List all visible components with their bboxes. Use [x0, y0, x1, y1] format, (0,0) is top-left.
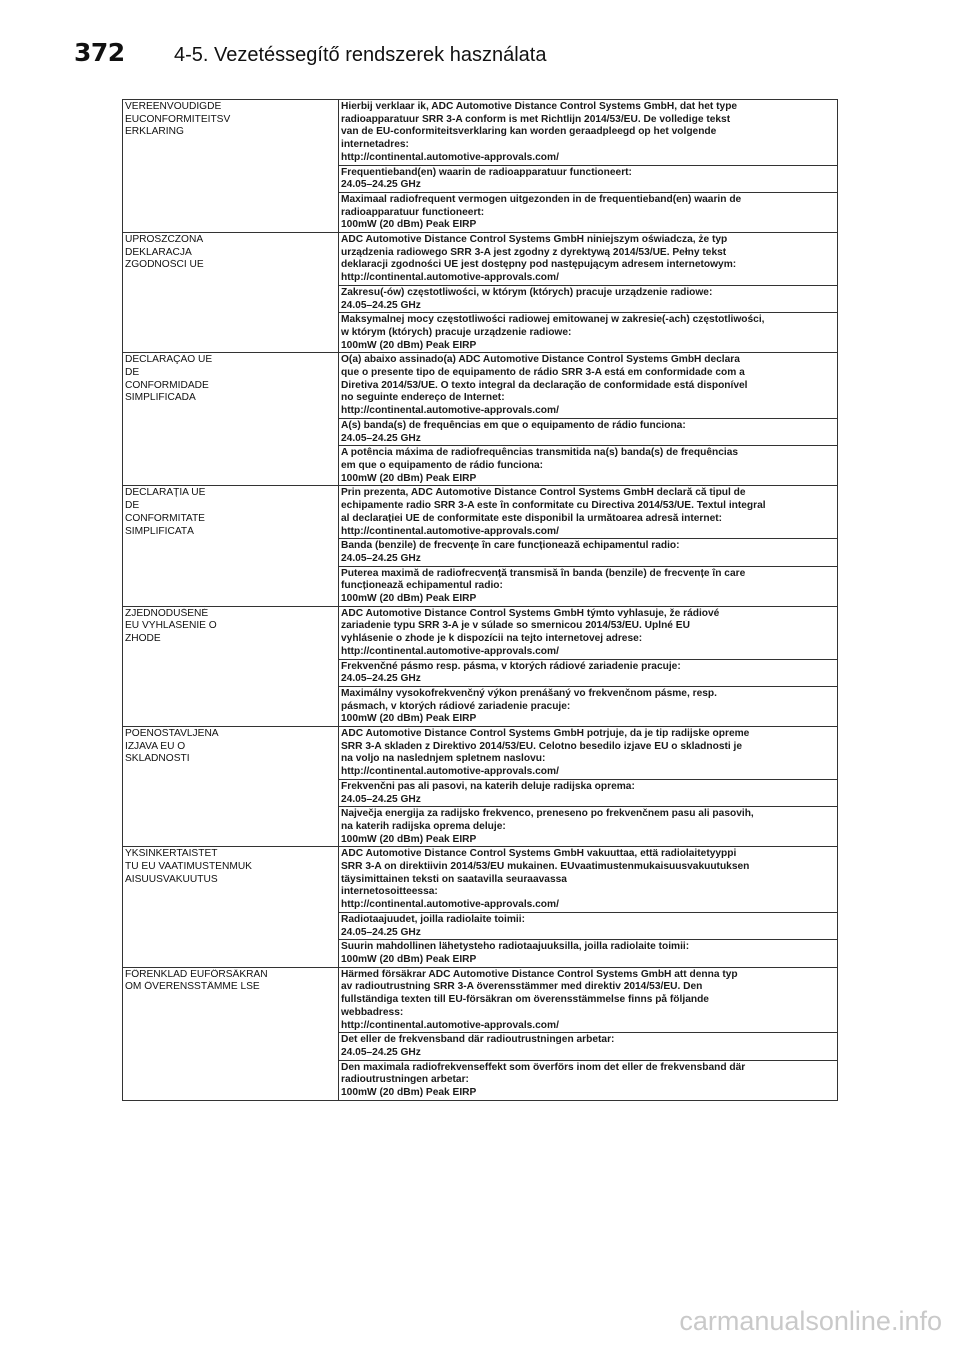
language-label-line: ERKLARING — [125, 126, 184, 138]
language-label-line: SIMPLIFICADA — [125, 392, 196, 404]
language-label-line: CONFORMIDADE — [125, 379, 209, 391]
declarations-table-body — [123, 100, 838, 1101]
declaration-text-line: http://continental.automotive-approvals.com/ — [341, 151, 559, 163]
declaration-text-line: Zakresu(-ów) częstotliwości, w którym (których) pracuje urządzenie radiowe: — [341, 286, 713, 298]
language-label-line: SKLADNOSTI — [125, 753, 190, 765]
declaration-text-line: ADC Automotive Distance Control Systems GmbH niniejszym oświadcza, że typ — [341, 234, 728, 246]
declaration-text-line: funcționează echipamentul radio: — [341, 580, 503, 592]
declaration-text-line: 24.05–24.25 GHz — [341, 299, 421, 311]
declaration-text-line: zariadenie typu SRR 3-A je v súlade so smernicou 2014/53/EÚ. Úplné EÚ — [341, 620, 690, 632]
declaration-text-line: radioapparatuur SRR 3-A conform is met Richtlijn 2014/53/EU. De volledige tekst — [341, 113, 731, 125]
declaration-text-cell — [339, 847, 838, 913]
language-label-line: TU EU VAATIMUSTENMUK — [125, 861, 252, 873]
language-label-line: EU VYHLÁSENIE O — [125, 620, 217, 632]
frequency-band-cell — [339, 912, 838, 939]
declaration-text-line: Härmed försäkrar ADC Automotive Distance Control Systems GmbH att denna typ — [341, 968, 738, 980]
declaration-text-line: w którym (których) pracuje urządzenie radiowe: — [341, 326, 572, 338]
declaration-text-line: ADC Automotive Distance Control Systems GmbH vakuuttaa, että radiolaitetyyppi — [341, 848, 737, 860]
language-label-line: DECLARAȚIA UE — [125, 487, 206, 499]
declaration-text-cell — [339, 100, 838, 166]
declaration-text-line: O(a) abaixo assinado(a) ADC Automotive Distance Control Systems GmbH declara — [341, 354, 740, 366]
declaration-text-line: 100mW (20 dBm) Peak EIRP — [341, 1087, 477, 1099]
declaration-text-line: Den maximala radiofrekvenseffekt som överförs inom det eller de frekvensband där — [341, 1061, 746, 1073]
declaration-text-line: na voljo na naslednjem spletnem naslovu: — [341, 753, 546, 765]
declaration-text-line: Banda (benzile) de frecvențe în care funcționează echipamentul radio: — [341, 540, 680, 552]
frequency-band-cell — [339, 418, 838, 445]
language-label-cell — [123, 100, 339, 233]
declaration-text-line: Suurin mahdollinen lähetysteho radiotaajuuksilla, joilla radiolaite toimii: — [341, 941, 690, 953]
declaration-text-line: Diretiva 2014/53/UE. O texto integral da declaração de conformidade está disponível — [341, 379, 748, 391]
page-header — [74, 38, 546, 67]
max-power-cell — [339, 686, 838, 726]
declaration-text-line: 24.05–24.25 GHz — [341, 793, 421, 805]
page-number: 372 — [74, 38, 125, 67]
declaration-text-line: 24.05–24.25 GHz — [341, 552, 421, 564]
declaration-text-line: radioapparatuur functioneert: — [341, 206, 485, 218]
language-label-cell — [123, 847, 339, 967]
max-power-cell — [339, 807, 838, 847]
declaration-text-line: Hierbij verklaar ik, ADC Automotive Distance Control Systems GmbH, dat het type — [341, 101, 738, 112]
declaration-text-line: http://continental.automotive-approvals.com/ — [341, 766, 559, 778]
frequency-band-cell — [339, 779, 838, 806]
declaration-text-line: http://continental.automotive-approvals.com/ — [341, 899, 559, 911]
declaration-text-line: av radioutrustning SRR 3-A överensstämmer med direktiv 2014/53/EU. Den — [341, 981, 703, 993]
declaration-text-line: A(s) banda(s) de frequências em que o equipamento de rádio funciona: — [341, 419, 686, 431]
declaration-text-line: Frekvenčni pas ali pasovi, na katerih deluje radijska oprema: — [341, 780, 635, 792]
declaration-text-line: http://continental.automotive-approvals.com/ — [341, 272, 559, 284]
table-row — [123, 100, 838, 166]
declaration-text-line: Puterea maximă de radiofrecvență transmisă în banda (benzile) de frecvențe în care — [341, 567, 746, 579]
declaration-text-line: Največja energija za radijsko frekvenco, preneseno po frekvenčnem pasu ali pasovih, — [341, 808, 754, 820]
declaration-text-line: täysimittainen teksti on saatavilla seuraavassa — [341, 873, 567, 885]
declaration-text-line: no seguinte endereço de Internet: — [341, 392, 505, 404]
declaration-text-cell — [339, 353, 838, 419]
table-row — [123, 486, 838, 539]
declaration-text-cell — [339, 233, 838, 286]
declaration-text-line: 100mW (20 dBm) Peak EIRP — [341, 713, 477, 725]
declaration-text-line: van de EU-conformiteitsverklaring kan worden geraadpleegd op het volgende — [341, 126, 717, 138]
declaration-text-line: Prin prezenta, ADC Automotive Distance Control Systems GmbH declară că tipul de — [341, 487, 746, 499]
declaration-text-line: fullständiga texten till EU-försäkran om överensstämmelse finns på följande — [341, 994, 709, 1006]
declaration-text-line: Det eller de frekvensband där radioutrustningen arbetar: — [341, 1034, 615, 1046]
max-power-cell — [339, 192, 838, 232]
declaration-text-line: 100mW (20 dBm) Peak EIRP — [341, 219, 477, 231]
declaration-text-line: em que o equipamento de rádio funciona: — [341, 459, 544, 471]
declaration-text-cell — [339, 486, 838, 539]
chapter-title: 4-5. Vezetéssegítő rendszerek használata — [174, 44, 547, 66]
table-row — [123, 967, 838, 1033]
declaration-text-cell — [339, 727, 838, 780]
declaration-text-line: vyhlásenie o zhode je k dispozícii na tejto internetovej adrese: — [341, 633, 643, 645]
table-row — [123, 606, 838, 659]
declaration-text-line: Maximálny vysokofrekvenčný výkon prenášaný vo frekvenčnom pásme, resp. — [341, 687, 717, 699]
language-label-line: EUCONFORMITEITSV — [125, 113, 231, 125]
declaration-text-line: 24.05–24.25 GHz — [341, 926, 421, 938]
declaration-text-line: Radiotaajuudet, joilla radiolaite toimii: — [341, 913, 525, 925]
declaration-text-line: 24.05–24.25 GHz — [341, 1046, 421, 1058]
declaration-text-line: http://continental.automotive-approvals.com/ — [341, 1019, 559, 1031]
language-label-line: SIMPLIFICATĂ — [125, 525, 194, 537]
declaration-text-line: webbadress: — [341, 1006, 404, 1018]
declaration-text-line: 24.05–24.25 GHz — [341, 673, 421, 685]
declaration-text-line: 100mW (20 dBm) Peak EIRP — [341, 339, 477, 351]
declaration-text-line: Frequentieband(en) waarin de radioapparatuur functioneert: — [341, 166, 632, 178]
declaration-text-line: http://continental.automotive-approvals.com/ — [341, 525, 559, 537]
table-row — [123, 233, 838, 286]
declaration-text-line: SRR 3-A on direktiivin 2014/53/EU mukainen. EUvaatimustenmukaisuusvakuutuksen — [341, 861, 750, 873]
declaration-text-line: urządzenia radiowego SRR 3-A jest zgodny z dyrektywą 2014/53/UE. Pełny tekst — [341, 246, 727, 258]
declaration-text-line: na katerih radijska oprema deluje: — [341, 820, 506, 832]
declaration-text-line: SRR 3-A skladen z Direktivo 2014/53/EU. Celotno besedilo izjave EU o skladnosti je — [341, 740, 743, 752]
declarations-table — [122, 99, 838, 1101]
declaration-text-line: deklaracji zgodności UE jest dostępny pod następującym adresem internetowym: — [341, 259, 737, 271]
language-label-line: POENOSTAVLJENA — [125, 728, 219, 740]
language-label-line: CONFORMITATE — [125, 512, 205, 524]
max-power-cell — [339, 313, 838, 353]
declaration-text-line: 24.05–24.25 GHz — [341, 432, 421, 444]
language-label-line: DE — [125, 500, 140, 512]
max-power-cell — [339, 1060, 838, 1100]
declaration-text-line: 100mW (20 dBm) Peak EIRP — [341, 472, 477, 484]
frequency-band-cell — [339, 659, 838, 686]
language-label-line: OM ÖVERENSSTÄMME LSE — [125, 981, 260, 993]
declaration-text-line: 100mW (20 dBm) Peak EIRP — [341, 833, 477, 845]
declaration-text-line: http://continental.automotive-approvals.com/ — [341, 645, 559, 657]
watermark: carmanualsonline.info — [679, 1306, 942, 1336]
declaration-text-line: echipamente radio SRR 3-A este în conformitate cu Directiva 2014/53/UE. Textul integral — [341, 500, 766, 512]
language-label-line: ZJEDNODUŠENÉ — [125, 607, 209, 619]
language-label-line: ZHODE — [125, 633, 161, 645]
table-row — [123, 353, 838, 419]
language-label-cell — [123, 967, 339, 1100]
language-label-line: YKSINKERTAISTET — [125, 848, 218, 860]
max-power-cell — [339, 566, 838, 606]
frequency-band-cell — [339, 539, 838, 566]
declaration-text-line: internetosoitteessa: — [341, 886, 438, 898]
declaration-text-line: A potência máxima de radiofrequências transmitida na(s) banda(s) de frequências — [341, 447, 739, 459]
declaration-text-line: Frekvenčné pásmo resp. pásma, v ktorých rádiové zariadenie pracuje: — [341, 660, 681, 672]
language-label-line: UPROSZCZONA — [125, 234, 204, 246]
declaration-text-line: internetadres: — [341, 139, 409, 151]
declaration-text-line: ADC Automotive Distance Control Systems GmbH potrjuje, da je tip radijske opreme — [341, 728, 750, 740]
declaration-text-line: ADC Automotive Distance Control Systems GmbH týmto vyhlasuje, že rádiové — [341, 607, 720, 619]
language-label-line: ZGODNOŚCI UE — [125, 259, 204, 271]
declaration-text-line: Maksymalnej mocy częstotliwości radiowej emitowanej w zakresie(-ach) częstotliwości, — [341, 314, 765, 326]
table-row — [123, 847, 838, 913]
declaration-text-line: que o presente tipo de equipamento de rádio SRR 3-A está em conformidade com a — [341, 367, 745, 379]
language-label-line: DE — [125, 367, 140, 379]
frequency-band-cell — [339, 165, 838, 192]
language-label-line: FÖRENKLAD EUFÖRSÄKRAN — [125, 968, 268, 980]
declaration-text-line: pásmach, v ktorých rádiové zariadenie pracuje: — [341, 700, 571, 712]
language-label-line: DECLARAÇÃO UE — [125, 354, 213, 366]
language-label-line: AISUUSVAKUUTUS — [125, 873, 218, 885]
table-row — [123, 727, 838, 780]
language-label-line: DEKLARACJA — [125, 246, 192, 258]
frequency-band-cell — [339, 285, 838, 312]
declaration-text-line: al declarației UE de conformitate este disponibil la următoarea adresă internet: — [341, 512, 723, 524]
language-label-cell — [123, 606, 339, 726]
language-label-line: VEREENVOUDIGDE — [125, 101, 222, 112]
declaration-text-cell — [339, 967, 838, 1033]
language-label-cell — [123, 727, 339, 847]
max-power-cell — [339, 446, 838, 486]
declaration-text-line: Maximaal radiofrequent vermogen uitgezonden in de frequentieband(en) waarin de — [341, 193, 742, 205]
language-label-line: IZJAVA EU O — [125, 740, 186, 752]
language-label-cell — [123, 353, 339, 486]
declaration-text-line: 100mW (20 dBm) Peak EIRP — [341, 954, 477, 965]
declaration-text-line: 24.05–24.25 GHz — [341, 179, 421, 191]
language-label-cell — [123, 486, 339, 606]
declaration-text-line: 100mW (20 dBm) Peak EIRP — [341, 593, 477, 605]
declaration-text-cell — [339, 606, 838, 659]
declaration-text-line: http://continental.automotive-approvals.com/ — [341, 405, 559, 417]
max-power-cell — [339, 940, 838, 967]
declaration-text-line: radioutrustningen arbetar: — [341, 1074, 469, 1086]
frequency-band-cell — [339, 1033, 838, 1060]
language-label-cell — [123, 233, 339, 353]
